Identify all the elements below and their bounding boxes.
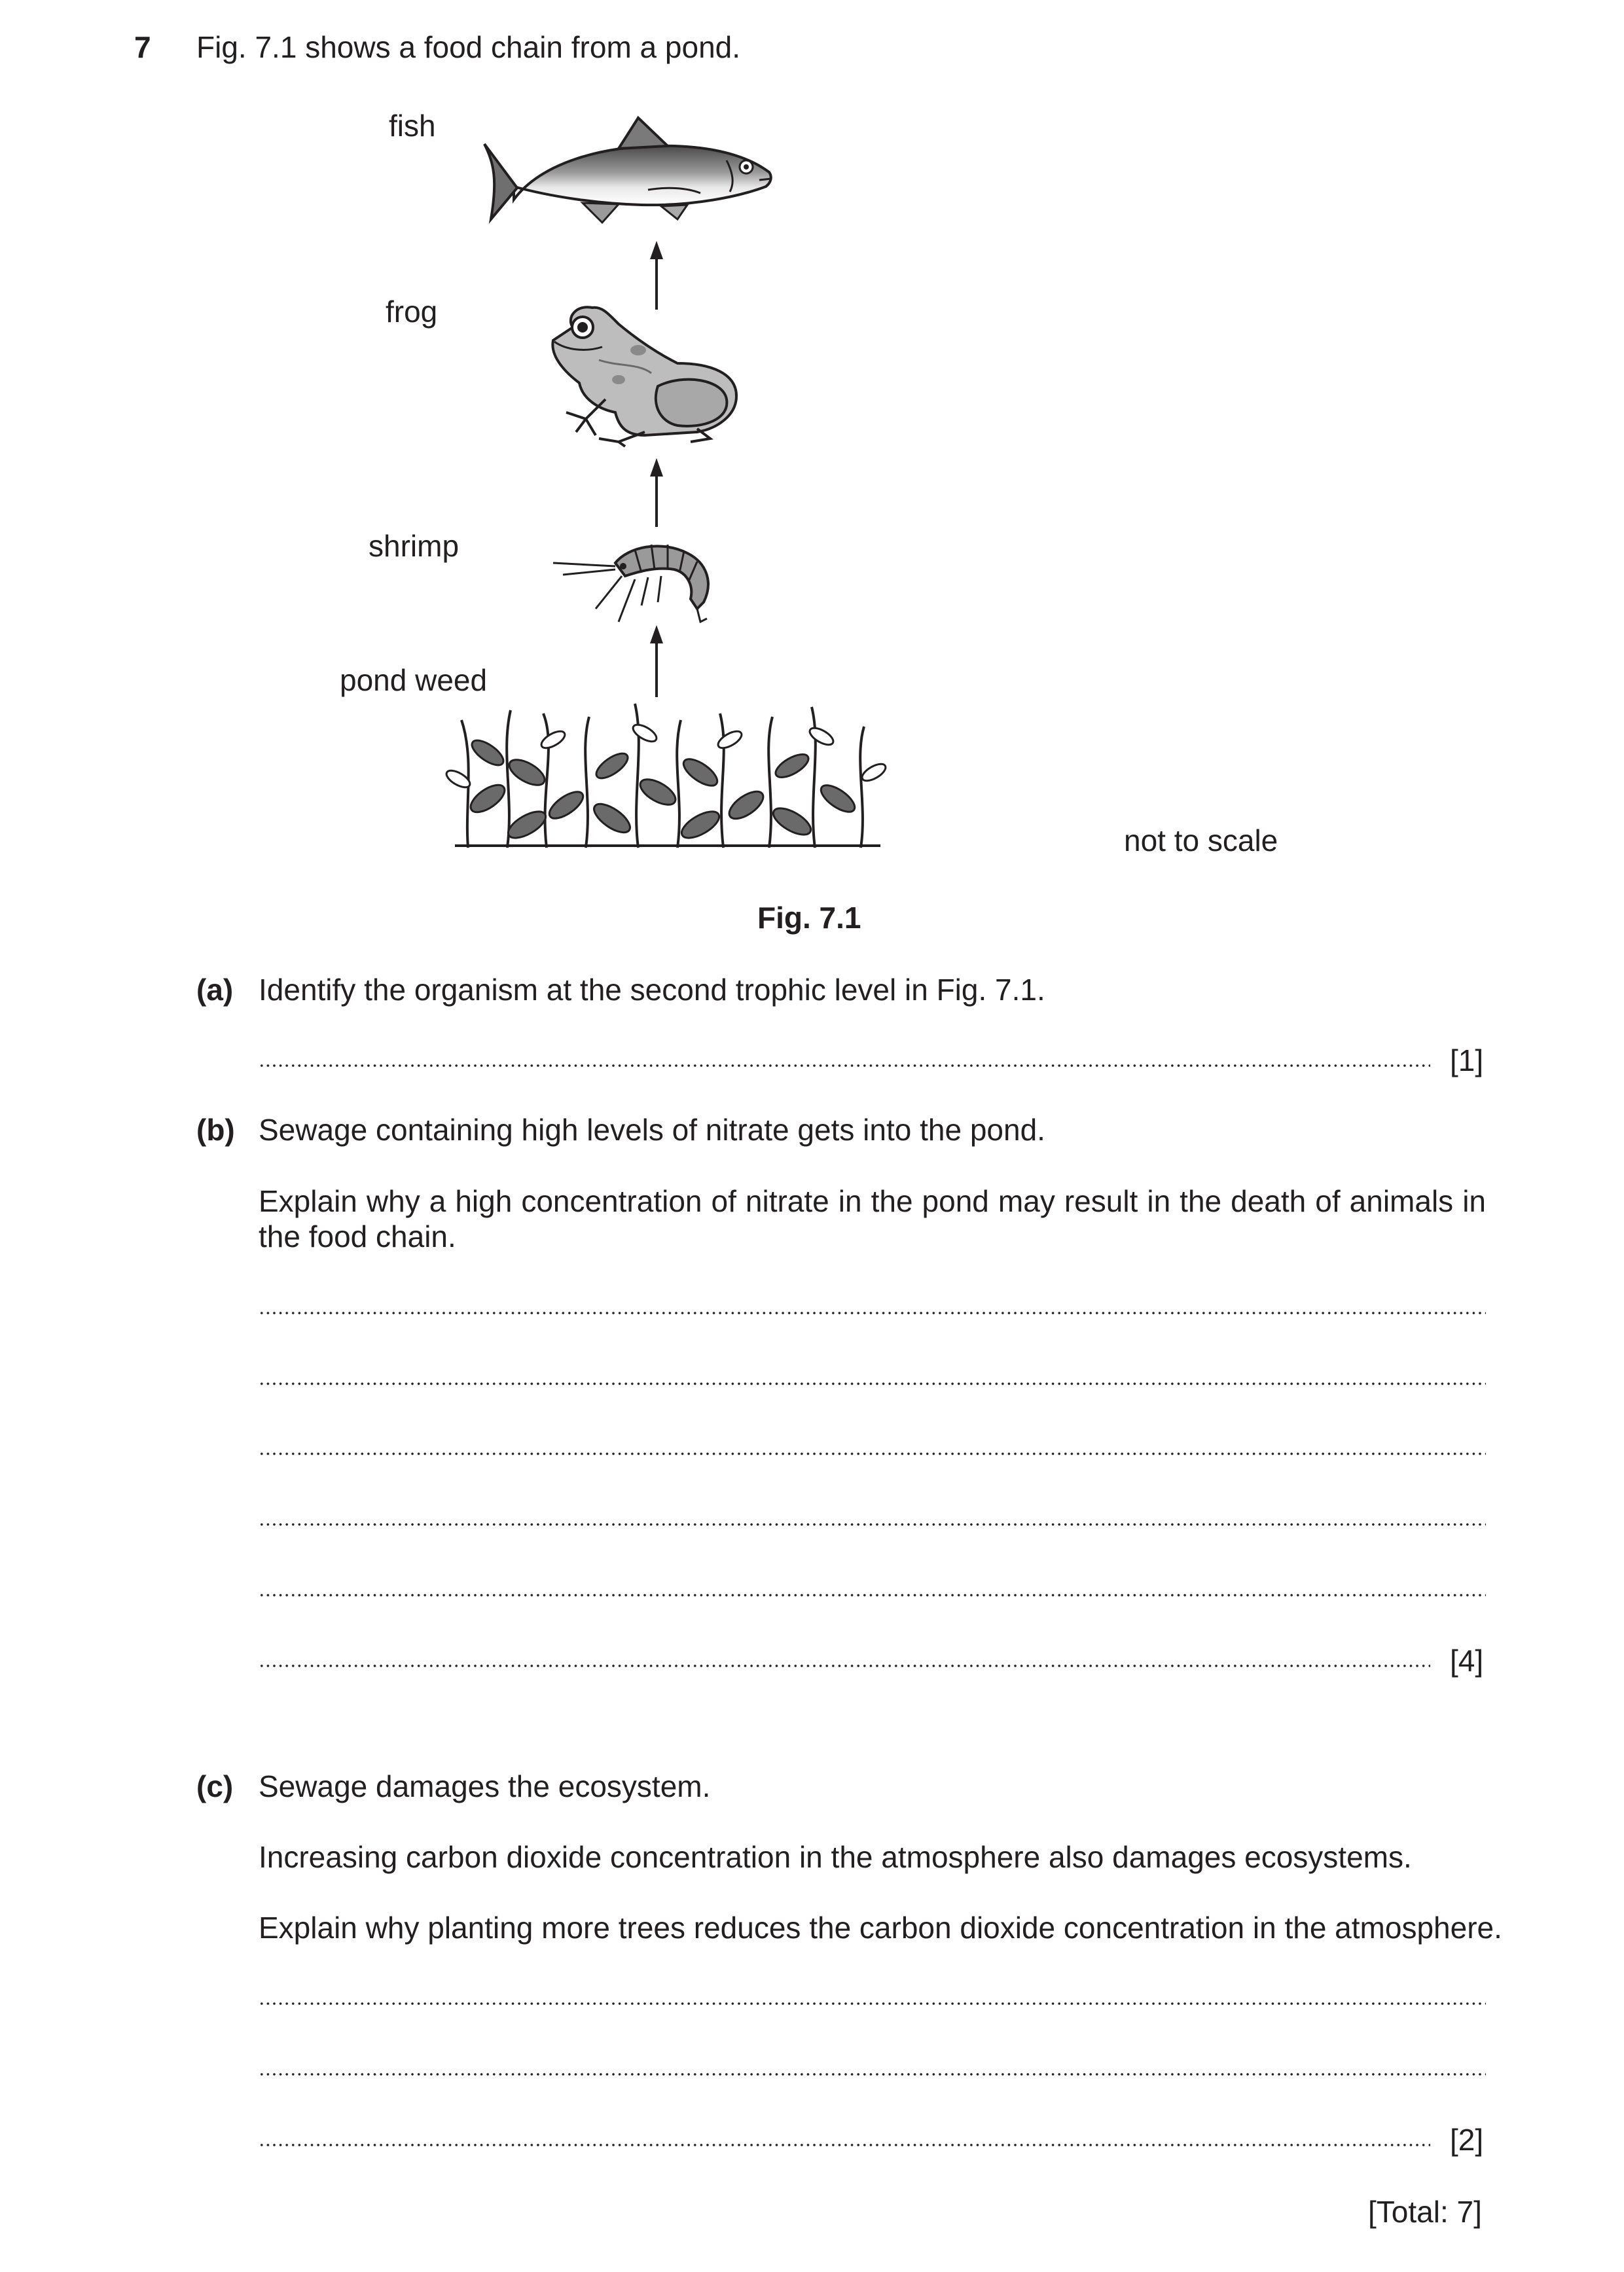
part-a-label: (a) [196, 973, 234, 1007]
not-to-scale-note: not to scale [1124, 823, 1278, 857]
part-c-instruction: Explain why planting more trees reduces the carbon dioxide concentration in the atmosphere. [259, 1911, 1502, 1945]
label-fish: fish [389, 109, 436, 143]
fish-illustration [478, 115, 779, 229]
answer-line-b4[interactable] [259, 1523, 1486, 1526]
part-c-text1: Sewage damages the ecosystem. [259, 1769, 711, 1803]
part-a-marks: [1] [1450, 1043, 1484, 1077]
arrow-shrimp-to-frog [647, 458, 666, 527]
figure-caption: Fig. 7.1 [757, 901, 861, 935]
part-c-label: (c) [196, 1769, 234, 1803]
arrow-weed-to-shrimp [647, 625, 666, 697]
shrimp-illustration [550, 537, 720, 628]
answer-line-c3[interactable] [259, 2143, 1430, 2147]
answer-line-c2[interactable] [259, 2072, 1486, 2076]
pond-weed-illustration [448, 700, 887, 848]
part-b-text: Sewage containing high levels of nitrate gets into the pond. [259, 1113, 1045, 1147]
answer-line-b3[interactable] [259, 1452, 1486, 1456]
question-number: 7 [134, 30, 151, 64]
question-intro: Fig. 7.1 shows a food chain from a pond. [196, 30, 741, 64]
answer-line-b2[interactable] [259, 1382, 1486, 1386]
answer-line-c1[interactable] [259, 2002, 1486, 2006]
total-marks: [Total: 7] [1368, 2195, 1482, 2229]
part-b-instruction: Explain why a high concentration of nitrate in the pond may result in the death of animals in the food chain. [259, 1184, 1486, 1253]
answer-line-b5[interactable] [259, 1593, 1486, 1597]
part-b-marks: [4] [1450, 1644, 1484, 1678]
answer-line-a[interactable] [259, 1064, 1430, 1068]
part-c-text2: Increasing carbon dioxide concentration in the atmosphere also damages ecosystems. [259, 1840, 1412, 1874]
arrow-frog-to-fish [647, 241, 666, 310]
answer-line-b1[interactable] [259, 1311, 1486, 1315]
frog-illustration [547, 301, 743, 448]
answer-line-b6[interactable] [259, 1664, 1430, 1668]
part-a-text: Identify the organism at the second trophic level in Fig. 7.1. [259, 973, 1045, 1007]
label-pond-weed: pond weed [340, 663, 488, 697]
label-shrimp: shrimp [369, 529, 460, 563]
label-frog: frog [386, 295, 438, 329]
part-b-label: (b) [196, 1113, 235, 1147]
part-c-marks: [2] [1450, 2123, 1484, 2157]
